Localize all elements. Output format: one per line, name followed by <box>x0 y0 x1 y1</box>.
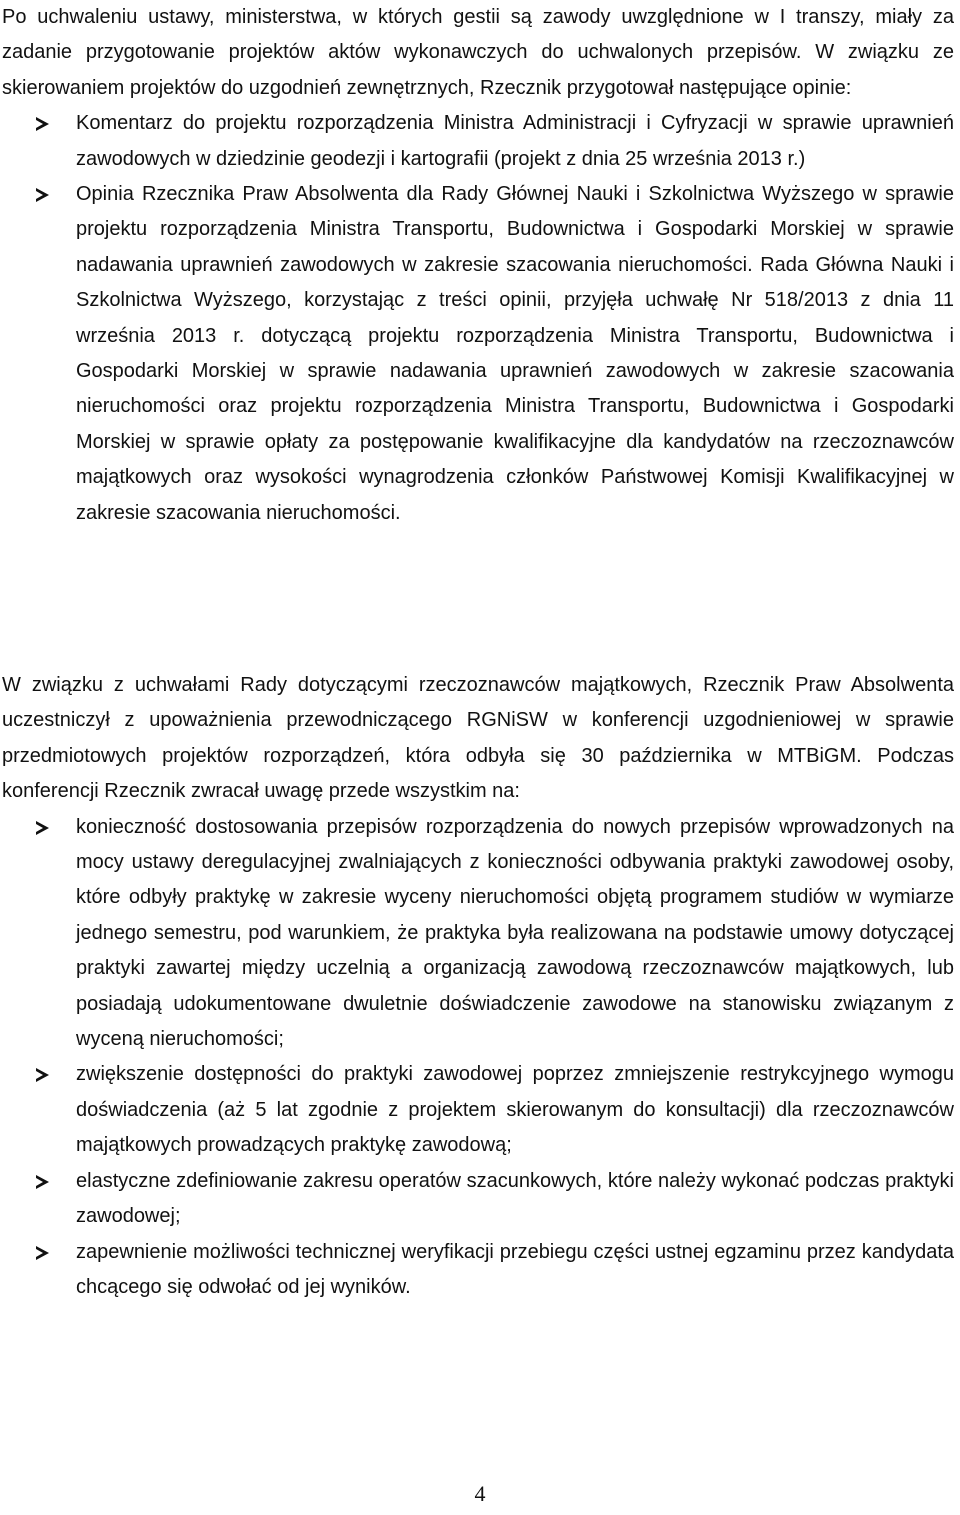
section-conference <box>2 668 954 1305</box>
list-item <box>2 106 954 177</box>
arrow-bullet-icon <box>36 821 49 835</box>
list-item <box>2 810 954 1058</box>
list-item <box>2 1057 954 1163</box>
list-item <box>2 1164 954 1235</box>
section-opinions <box>2 0 954 531</box>
list-item-text: zwiększenie dostępności do praktyki zawodowej poprzez zmniejszenie restrykcyjnego wymogu doświadczenia (aż 5 lat zgodnie z projektem skierowanym do konsultacji) dla rzeczoznawców majątkowych prowadzących praktykę zawodową; <box>76 1063 954 1157</box>
list-item-text: konieczność dostosowania przepisów rozporządzenia do nowych przepisów wprowadzonych na mocy ustawy deregulacyjnej zwalniających z konieczności odbywania praktyki zawodowej osoby, które odbyły praktykę w zakresie wyceny nieruchomości objętą programem studiów w wymiarze jednego semestru, pod warunkiem, że praktyka była realizowana na podstawie umowy dotyczącej praktyki zawartej między uczelnią a organizacją zawodową rzeczoznawców majątkowych, lub posiadają udokumentowane dwuletnie doświadczenie zawodowe na stanowisku związanym z wyceną nieruchomości; <box>76 815 954 1051</box>
arrow-bullet-icon <box>36 1068 49 1082</box>
list-item <box>2 177 954 531</box>
conference-paragraph: W związku z uchwałami Rady dotyczącymi rzeczoznawców majątkowych, Rzecznik Praw Absolwenta uczestniczył z upoważnienia przewodniczącego RGNiSW w konferencji uzgodnieniowej w sprawie przedmiotowych projektów rozporządzeń, która odbyła się 30 października w MTBiGM. Podczas konferencji Rzecznik zwracał uwagę przede wszystkim na: <box>2 674 954 803</box>
arrow-bullet-icon <box>36 188 49 202</box>
arrow-bullet-icon <box>36 1246 49 1260</box>
list-item-text: Komentarz do projektu rozporządzenia Ministra Administracji i Cyfryzacji w sprawie uprawnień zawodowych w dziedzinie geodezji i kartografii (projekt z dnia 25 września 2013 r.) <box>76 112 954 170</box>
list-item-text: Opinia Rzecznika Praw Absolwenta dla Rady Głównej Nauki i Szkolnictwa Wyższego w sprawie projektu rozporządzenia Ministra Transportu, Budownictwa i Gospodarki Morskiej w sprawie nadawania uprawnień zawodowych w zakresie szacowania nieruchomości. Rada Główna Nauki i Szkolnictwa Wyższego, korzystając z treści opinii, przyjęła uchwałę Nr 518/2013 z dnia 11 września 2013 r. dotyczącą projektu rozporządzenia Ministra Transportu, Budownictwa i Gospodarki Morskiej w sprawie nadawania uprawnień zawodowych w zakresie szacowania nieruchomości oraz projektu rozporządzenia Ministra Transportu, Budownictwa i Gospodarki Morskiej w sprawie opłaty za postępowanie kwalifikacyjne dla kandydatów na rzeczoznawców majątkowych oraz wysokości wynagrodzenia członków Państwowej Komisji Kwalifikacyjnej w zakresie szacowania nieruchomości. <box>76 183 954 524</box>
page-number: 4 <box>474 1481 486 1506</box>
arrow-bullet-icon <box>36 117 49 131</box>
opinions-list <box>2 106 954 531</box>
list-item <box>2 1235 954 1306</box>
conference-points-list <box>2 810 954 1306</box>
arrow-bullet-icon <box>36 1175 49 1189</box>
list-item-text: elastyczne zdefiniowanie zakresu operatów szacunkowych, które należy wykonać podczas praktyki zawodowej; <box>76 1169 954 1228</box>
intro-paragraph: Po uchwaleniu ustawy, ministerstwa, w których gestii są zawody uwzględnione w I transzy, miały za zadanie przygotowanie projektów aktów wykonawczych do uchwalonych przepisów. W związku ze skierowaniem projektów do uzgodnień zewnętrznych, Rzecznik przygotował następujące opinie: <box>2 6 954 99</box>
list-item-text: zapewnienie możliwości technicznej weryfikacji przebiegu części ustnej egzaminu przez kandydata chcącego się odwołać od jej wyników. <box>76 1240 954 1298</box>
